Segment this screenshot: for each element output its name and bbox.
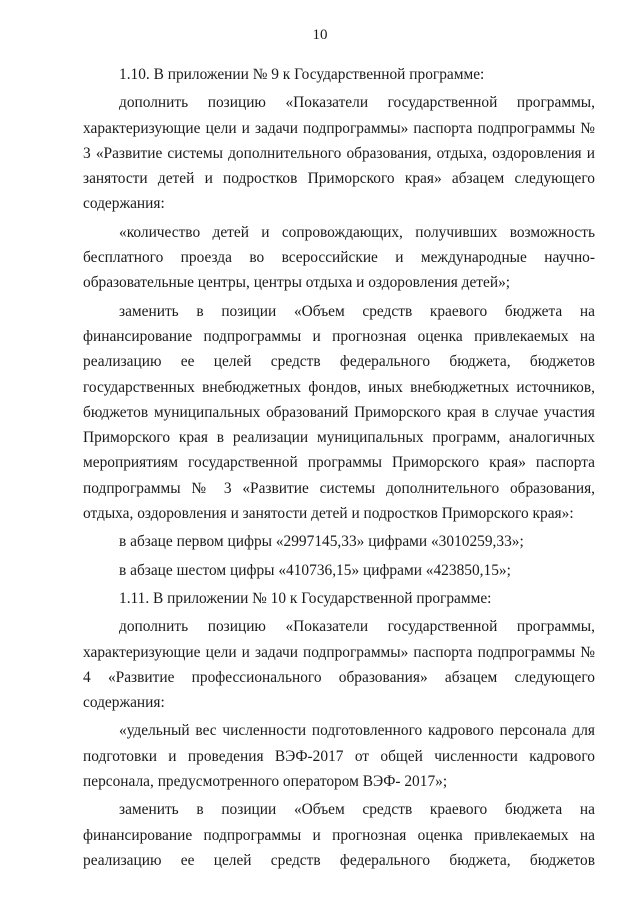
page-number: 10 <box>312 27 328 43</box>
paragraph-section-1-10-heading: 1.10. В приложении № 9 к Государственной программе: <box>119 66 485 83</box>
paragraph-add-position-subprogram-4: дополнить позицию «Показатели государственной программы, характеризующие цели и задачи подпрограммы» паспорта подпрограммы № 4 «Развитие профессионального образования» абзацем следующего содержания: <box>83 618 595 712</box>
paragraph-replace-volume-subprogram-4: заменить в позиции «Объем средств краевого бюджета на финансирование подпрограммы и прогнозная оценка привлекаемых на реализацию ее целей средств федерального бюджета, бюджетов <box>83 801 595 869</box>
paragraph-quote-children-count: «количество детей и сопровождающих, получивших возможность бесплатного проезда во всероссийские и международные научно-образовательные центры, центры отдыха и оздоровления детей»; <box>83 223 595 292</box>
paragraph-first-abstract-figures: в абзаце первом цифры «2997145,33» цифрами «3010259,33»; <box>119 533 524 551</box>
paragraph-quote-personnel-share: «удельный вес численности подготовленного кадрового персонала для подготовки и проведения ВЭФ-2017 от общей численности кадрового персонала, предусмотренного оператором ВЭФ- 2017»; <box>83 722 595 791</box>
paragraph-add-position-subprogram-3: дополнить позицию «Показатели государственной программы, характеризующие цели и задачи подпрограммы» паспорта подпрограммы № 3 «Развитие системы дополнительного образования, отдыха, оздоровления и занятости детей и подростков Приморского края» абзацем следующего содержания: <box>83 94 595 213</box>
document-body <box>83 62 595 876</box>
paragraph-replace-volume-subprogram-3: заменить в позиции «Объем средств краевого бюджета на финансирование подпрограммы и прогнозная оценка привлекаемых на реализацию ее целей средств федерального бюджета, бюджетов государственных внебюджетных фондов, иных внебюджетных источников, бюджетов муниципальных образований Приморского края в случае участия Приморского края в реализации муниципальных программ, аналогичных мероприятиям государственной программы Приморского края» паспорта подпрограммы № 3 «Развитие системы дополнительного образования, отдыха, оздоровления и занятости детей и подростков Приморского края»: <box>83 302 595 523</box>
paragraph-section-1-11-heading: 1.11. В приложении № 10 к Государственной программе: <box>119 589 492 607</box>
paragraph-sixth-abstract-figures: в абзаце шестом цифры «410736,15» цифрами «423850,15»; <box>119 561 511 579</box>
